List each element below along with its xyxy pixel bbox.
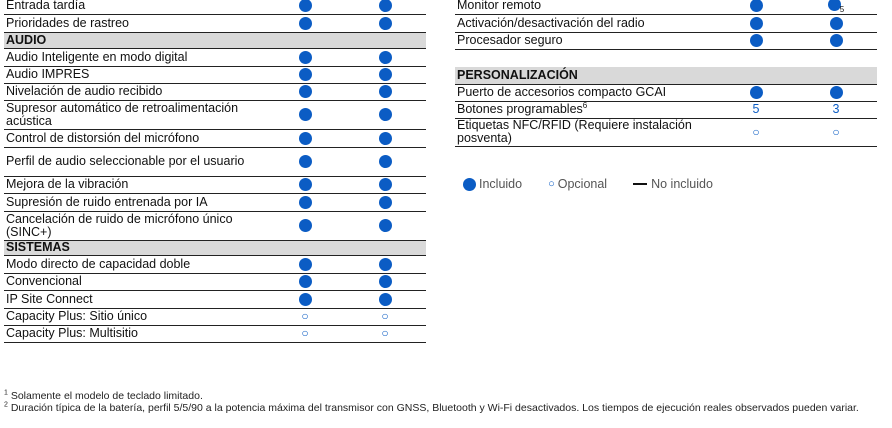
included-dot-icon bbox=[379, 132, 392, 145]
table-row bbox=[4, 273, 426, 290]
feature-text: Entrada tardía bbox=[6, 0, 86, 12]
included-dot-icon bbox=[379, 275, 392, 288]
hollow-dot-icon: ○ bbox=[548, 178, 555, 190]
feature-label bbox=[455, 32, 717, 49]
included-dot-icon bbox=[299, 275, 312, 288]
included-dot-icon bbox=[299, 85, 312, 98]
model-1-cell bbox=[266, 66, 344, 83]
table-row bbox=[455, 0, 877, 14]
model-2-cell bbox=[344, 273, 426, 290]
table-row bbox=[455, 14, 877, 32]
footnote-ref: 6 bbox=[582, 100, 588, 110]
feature-text: Botones programables bbox=[457, 102, 583, 116]
feature-label bbox=[4, 255, 266, 273]
model-1-cell bbox=[266, 255, 344, 273]
table-row bbox=[4, 325, 426, 342]
feature-label bbox=[4, 290, 266, 308]
legend bbox=[463, 177, 739, 191]
included-dot-icon bbox=[299, 196, 312, 209]
included-dot-icon bbox=[379, 17, 392, 30]
model-1-cell bbox=[266, 308, 344, 325]
table-row bbox=[4, 308, 426, 325]
feature-text: Audio IMPRES bbox=[6, 67, 90, 81]
included-dot-icon bbox=[379, 0, 392, 12]
model-1-cell bbox=[266, 325, 344, 342]
feature-label bbox=[455, 0, 717, 14]
included-dot-icon bbox=[299, 178, 312, 191]
table-row bbox=[4, 193, 426, 211]
optional-circle-icon: ○ bbox=[752, 124, 760, 139]
model-2-cell bbox=[795, 101, 877, 118]
footnotes bbox=[4, 390, 888, 414]
model-2-cell bbox=[795, 0, 877, 14]
table-row bbox=[4, 290, 426, 308]
model-1-cell bbox=[717, 101, 795, 118]
count-value: 5 bbox=[752, 102, 760, 116]
feature-label bbox=[4, 66, 266, 83]
optional-circle-icon: ○ bbox=[301, 326, 309, 340]
model-1-cell bbox=[266, 290, 344, 308]
feature-text: Supresión de ruido entrenada por IA bbox=[6, 194, 208, 209]
included-dot-icon bbox=[379, 293, 392, 306]
table-row bbox=[4, 129, 426, 147]
included-dot-icon bbox=[750, 0, 763, 12]
table-row bbox=[4, 147, 426, 176]
model-2-cell bbox=[344, 255, 426, 273]
model-2-cell bbox=[344, 147, 426, 176]
feature-label bbox=[4, 273, 266, 290]
feature-text: Cancelación de ruido de micrófono único (SINC+) bbox=[6, 211, 233, 239]
model-1-cell bbox=[266, 0, 344, 14]
model-1-cell bbox=[717, 118, 795, 146]
model-2-cell bbox=[344, 211, 426, 240]
feature-text: Nivelación de audio recibido bbox=[6, 84, 163, 98]
section-header bbox=[4, 240, 426, 255]
model-2-cell bbox=[344, 176, 426, 193]
model-2-cell bbox=[795, 84, 877, 101]
model-2-cell bbox=[344, 14, 426, 32]
optional-circle-icon: ○ bbox=[832, 124, 840, 139]
feature-text: Capacity Plus: Multisitio bbox=[6, 326, 138, 340]
model-2-cell bbox=[344, 325, 426, 342]
table-row bbox=[4, 211, 426, 240]
model-1-cell bbox=[717, 84, 795, 101]
included-dot-icon bbox=[830, 34, 843, 47]
model-2-cell bbox=[344, 83, 426, 100]
features-table-right bbox=[455, 0, 877, 147]
included-dot-icon bbox=[299, 293, 312, 306]
model-2-cell bbox=[344, 308, 426, 325]
model-1-cell bbox=[266, 100, 344, 129]
feature-text: Procesador seguro bbox=[457, 33, 563, 47]
included-dot-icon bbox=[828, 0, 841, 11]
feature-label bbox=[4, 100, 266, 129]
features-table-left bbox=[4, 0, 426, 343]
feature-text: Etiquetas NFC/RFID (Requiere instalación posventa) bbox=[457, 118, 692, 145]
included-dot-icon bbox=[750, 86, 763, 99]
included-dot-icon bbox=[379, 258, 392, 271]
model-1-cell bbox=[266, 193, 344, 211]
included-dot-icon bbox=[379, 108, 392, 121]
feature-label bbox=[4, 176, 266, 193]
feature-text: Audio Inteligente en modo digital bbox=[6, 49, 188, 64]
section-title: PERSONALIZACIÓN bbox=[455, 67, 877, 84]
table-row bbox=[4, 0, 426, 14]
table-row bbox=[455, 84, 877, 101]
included-dot-icon bbox=[830, 86, 843, 99]
feature-text: Monitor remoto bbox=[457, 0, 542, 12]
model-2-cell bbox=[795, 32, 877, 49]
model-2-cell bbox=[344, 0, 426, 14]
count-value: 3 bbox=[832, 102, 840, 116]
feature-label bbox=[4, 48, 266, 66]
feature-text: Supresor automático de retroalimentación acústica bbox=[6, 100, 239, 128]
model-1-cell bbox=[266, 129, 344, 147]
model-1-cell bbox=[266, 273, 344, 290]
footnote: $^2$ Duración típica de la batería, perfil 5/5/90 a la potencia máxima del transmisor con GNSS, Bluetooth y Wi-Fi desactivados. Los tiempos de ejecución reales observados pueden variar. bbox=[4, 401, 859, 414]
feature-label bbox=[455, 84, 717, 101]
feature-label bbox=[455, 101, 717, 118]
model-2-cell bbox=[344, 48, 426, 66]
feature-label bbox=[4, 193, 266, 211]
model-1-cell bbox=[266, 83, 344, 100]
feature-text: Capacity Plus: Sitio único bbox=[6, 309, 148, 323]
feature-label bbox=[455, 118, 717, 146]
optional-circle-icon: ○ bbox=[381, 309, 389, 323]
table-row bbox=[455, 118, 877, 146]
included-dot-icon bbox=[379, 155, 392, 168]
feature-label bbox=[4, 308, 266, 325]
table-row bbox=[4, 176, 426, 193]
model-1-cell bbox=[266, 147, 344, 176]
feature-label bbox=[4, 83, 266, 100]
optional-circle-icon: ○ bbox=[381, 326, 389, 340]
model-2-cell bbox=[344, 129, 426, 147]
included-dot-icon bbox=[299, 258, 312, 271]
section-header bbox=[4, 32, 426, 48]
included-dot-icon bbox=[299, 68, 312, 81]
feature-text: Convencional bbox=[6, 274, 82, 288]
dash-icon bbox=[633, 183, 647, 185]
feature-text: Activación/desactivación del radio bbox=[457, 15, 645, 30]
feature-label bbox=[4, 211, 266, 240]
model-1-cell bbox=[717, 14, 795, 32]
included-dot-icon bbox=[299, 219, 312, 232]
legend-not-included: No incluido bbox=[633, 177, 713, 191]
model-2-cell bbox=[344, 290, 426, 308]
feature-label bbox=[4, 325, 266, 342]
table-row bbox=[4, 14, 426, 32]
model-1-cell bbox=[266, 176, 344, 193]
feature-text: Perfil de audio seleccionable por el usuario bbox=[6, 154, 245, 168]
table-row bbox=[4, 66, 426, 83]
model-1-cell bbox=[266, 48, 344, 66]
included-dot-icon bbox=[299, 17, 312, 30]
legend-included: Incluido bbox=[463, 177, 522, 191]
feature-label bbox=[455, 14, 717, 32]
included-dot-icon bbox=[379, 178, 392, 191]
included-dot-icon bbox=[379, 68, 392, 81]
included-dot-icon bbox=[299, 0, 312, 12]
included-dot-icon bbox=[299, 132, 312, 145]
model-1-cell bbox=[717, 32, 795, 49]
model-2-cell bbox=[344, 100, 426, 129]
footnote: $^1$ Solamente el modelo de teclado limitado. bbox=[4, 389, 203, 402]
table-row bbox=[4, 100, 426, 129]
legend-optional: ○ Opcional bbox=[548, 177, 608, 191]
included-dot-icon bbox=[750, 34, 763, 47]
model-2-cell bbox=[795, 118, 877, 146]
model-2-cell bbox=[344, 66, 426, 83]
optional-circle-icon: ○ bbox=[301, 309, 309, 323]
feature-text: IP Site Connect bbox=[6, 291, 93, 306]
model-2-cell bbox=[795, 14, 877, 32]
feature-text: Prioridades de rastreo bbox=[6, 15, 129, 30]
feature-text: Mejora de la vibración bbox=[6, 177, 129, 191]
included-dot-icon bbox=[379, 196, 392, 209]
table-row bbox=[4, 48, 426, 66]
feature-text: Puerto de accesorios compacto GCAI bbox=[457, 85, 667, 99]
spacer-row bbox=[455, 49, 877, 67]
footnote-ref: 5 bbox=[839, 5, 845, 15]
feature-text: Modo directo de capacidad doble bbox=[6, 256, 191, 271]
section-title: SISTEMAS bbox=[4, 240, 426, 255]
table-row bbox=[455, 32, 877, 49]
included-dot-icon bbox=[379, 219, 392, 232]
model-2-cell bbox=[344, 193, 426, 211]
included-dot-icon bbox=[299, 155, 312, 168]
feature-label bbox=[4, 0, 266, 14]
included-dot-icon bbox=[379, 51, 392, 64]
included-dot-icon bbox=[299, 108, 312, 121]
included-dot-icon bbox=[379, 85, 392, 98]
section-header bbox=[455, 67, 877, 84]
filled-dot-icon bbox=[463, 178, 476, 191]
included-dot-icon bbox=[299, 51, 312, 64]
table-row bbox=[4, 255, 426, 273]
feature-label bbox=[4, 14, 266, 32]
model-1-cell bbox=[266, 211, 344, 240]
table-row bbox=[455, 101, 877, 118]
included-dot-icon bbox=[830, 17, 843, 30]
model-1-cell bbox=[717, 0, 795, 14]
feature-label bbox=[4, 129, 266, 147]
section-title: AUDIO bbox=[4, 32, 426, 48]
feature-text: Control de distorsión del micrófono bbox=[6, 130, 200, 145]
model-1-cell bbox=[266, 14, 344, 32]
included-dot-icon bbox=[750, 17, 763, 30]
table-row bbox=[4, 83, 426, 100]
feature-label bbox=[4, 147, 266, 176]
